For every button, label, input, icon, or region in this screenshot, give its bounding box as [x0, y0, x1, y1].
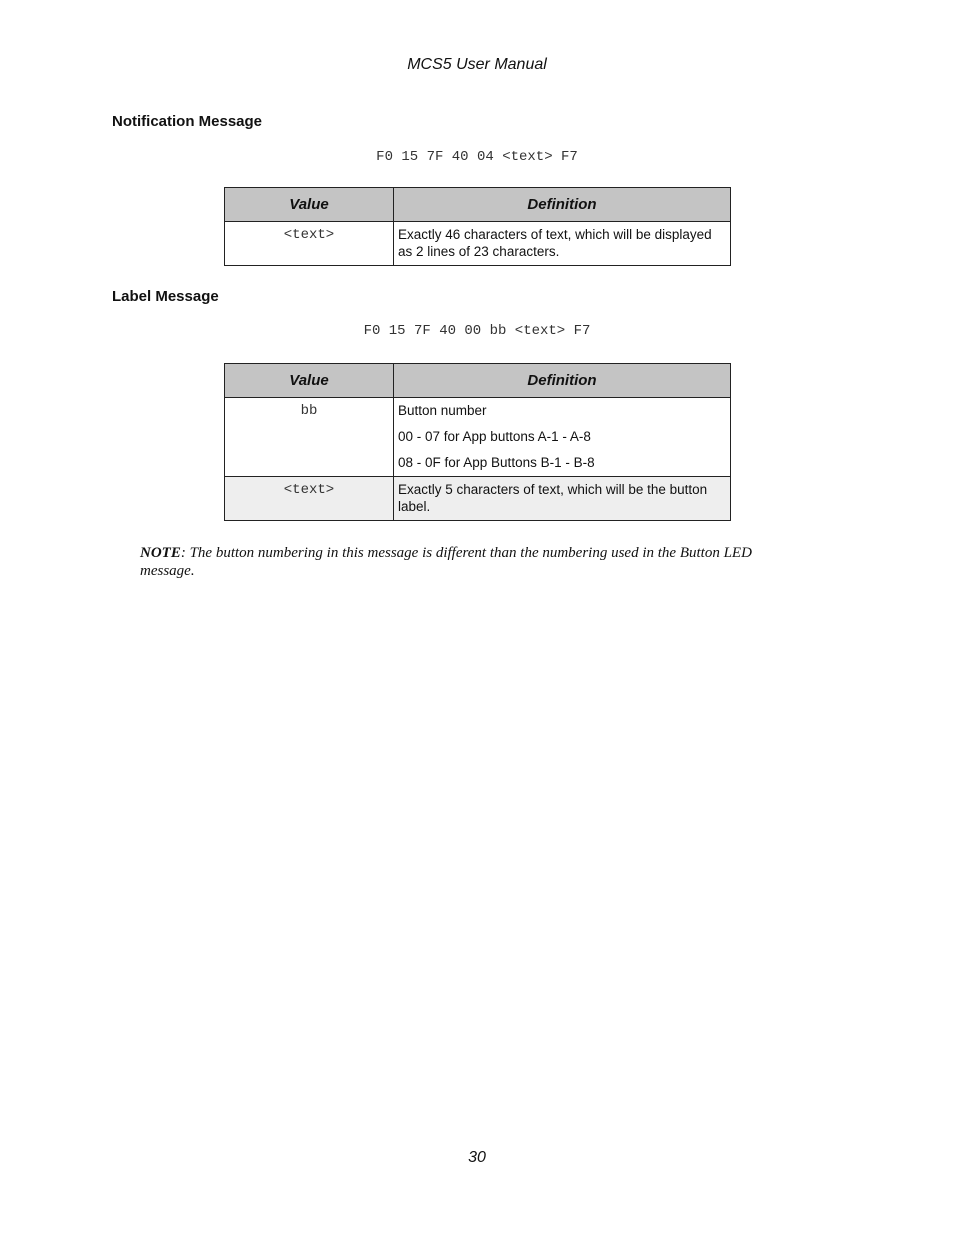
column-header-definition: Definition: [394, 364, 731, 398]
cell-value: <text>: [225, 222, 394, 266]
definition-line: 00 - 07 for App buttons A-1 - A-8: [398, 429, 591, 444]
note-label: NOTE: [140, 545, 181, 561]
code-line-label: F0 15 7F 40 00 bb <text> F7: [363, 323, 591, 339]
table-header-row: [225, 188, 731, 222]
table-row: [225, 222, 731, 266]
cell-value: bb: [225, 398, 394, 477]
column-header-definition: Definition: [394, 188, 731, 222]
definition-line: Exactly 5 characters of text, which will be the button label.: [398, 482, 708, 514]
running-header: MCS5 User Manual: [407, 56, 547, 73]
section-heading-label: Label Message: [112, 288, 219, 305]
note-text: : The button numbering in this message is different than the numbering used in the Button LED message.: [140, 545, 752, 579]
cell-definition: [394, 222, 731, 266]
table-header-row: [225, 364, 731, 398]
cell-definition: [394, 398, 731, 477]
code-line-notification: F0 15 7F 40 04 <text> F7: [376, 149, 578, 165]
section-heading-notification: Notification Message: [112, 113, 263, 130]
table-row: [225, 398, 731, 477]
definition-line: Button number: [398, 403, 487, 418]
cell-definition: [394, 477, 731, 521]
table-row: [225, 477, 731, 521]
label-table: [224, 363, 731, 521]
note-paragraph: [140, 544, 800, 580]
column-header-value: Value: [225, 188, 394, 222]
definition-line: 08 - 0F for App Buttons B-1 - B-8: [398, 455, 595, 470]
page-number: 30: [468, 1149, 486, 1166]
definition-line: Exactly 46 characters of text, which will be displayed as 2 lines of 23 characters.: [398, 227, 712, 259]
notification-table: [224, 187, 731, 266]
cell-value: <text>: [225, 477, 394, 521]
column-header-value: Value: [225, 364, 394, 398]
